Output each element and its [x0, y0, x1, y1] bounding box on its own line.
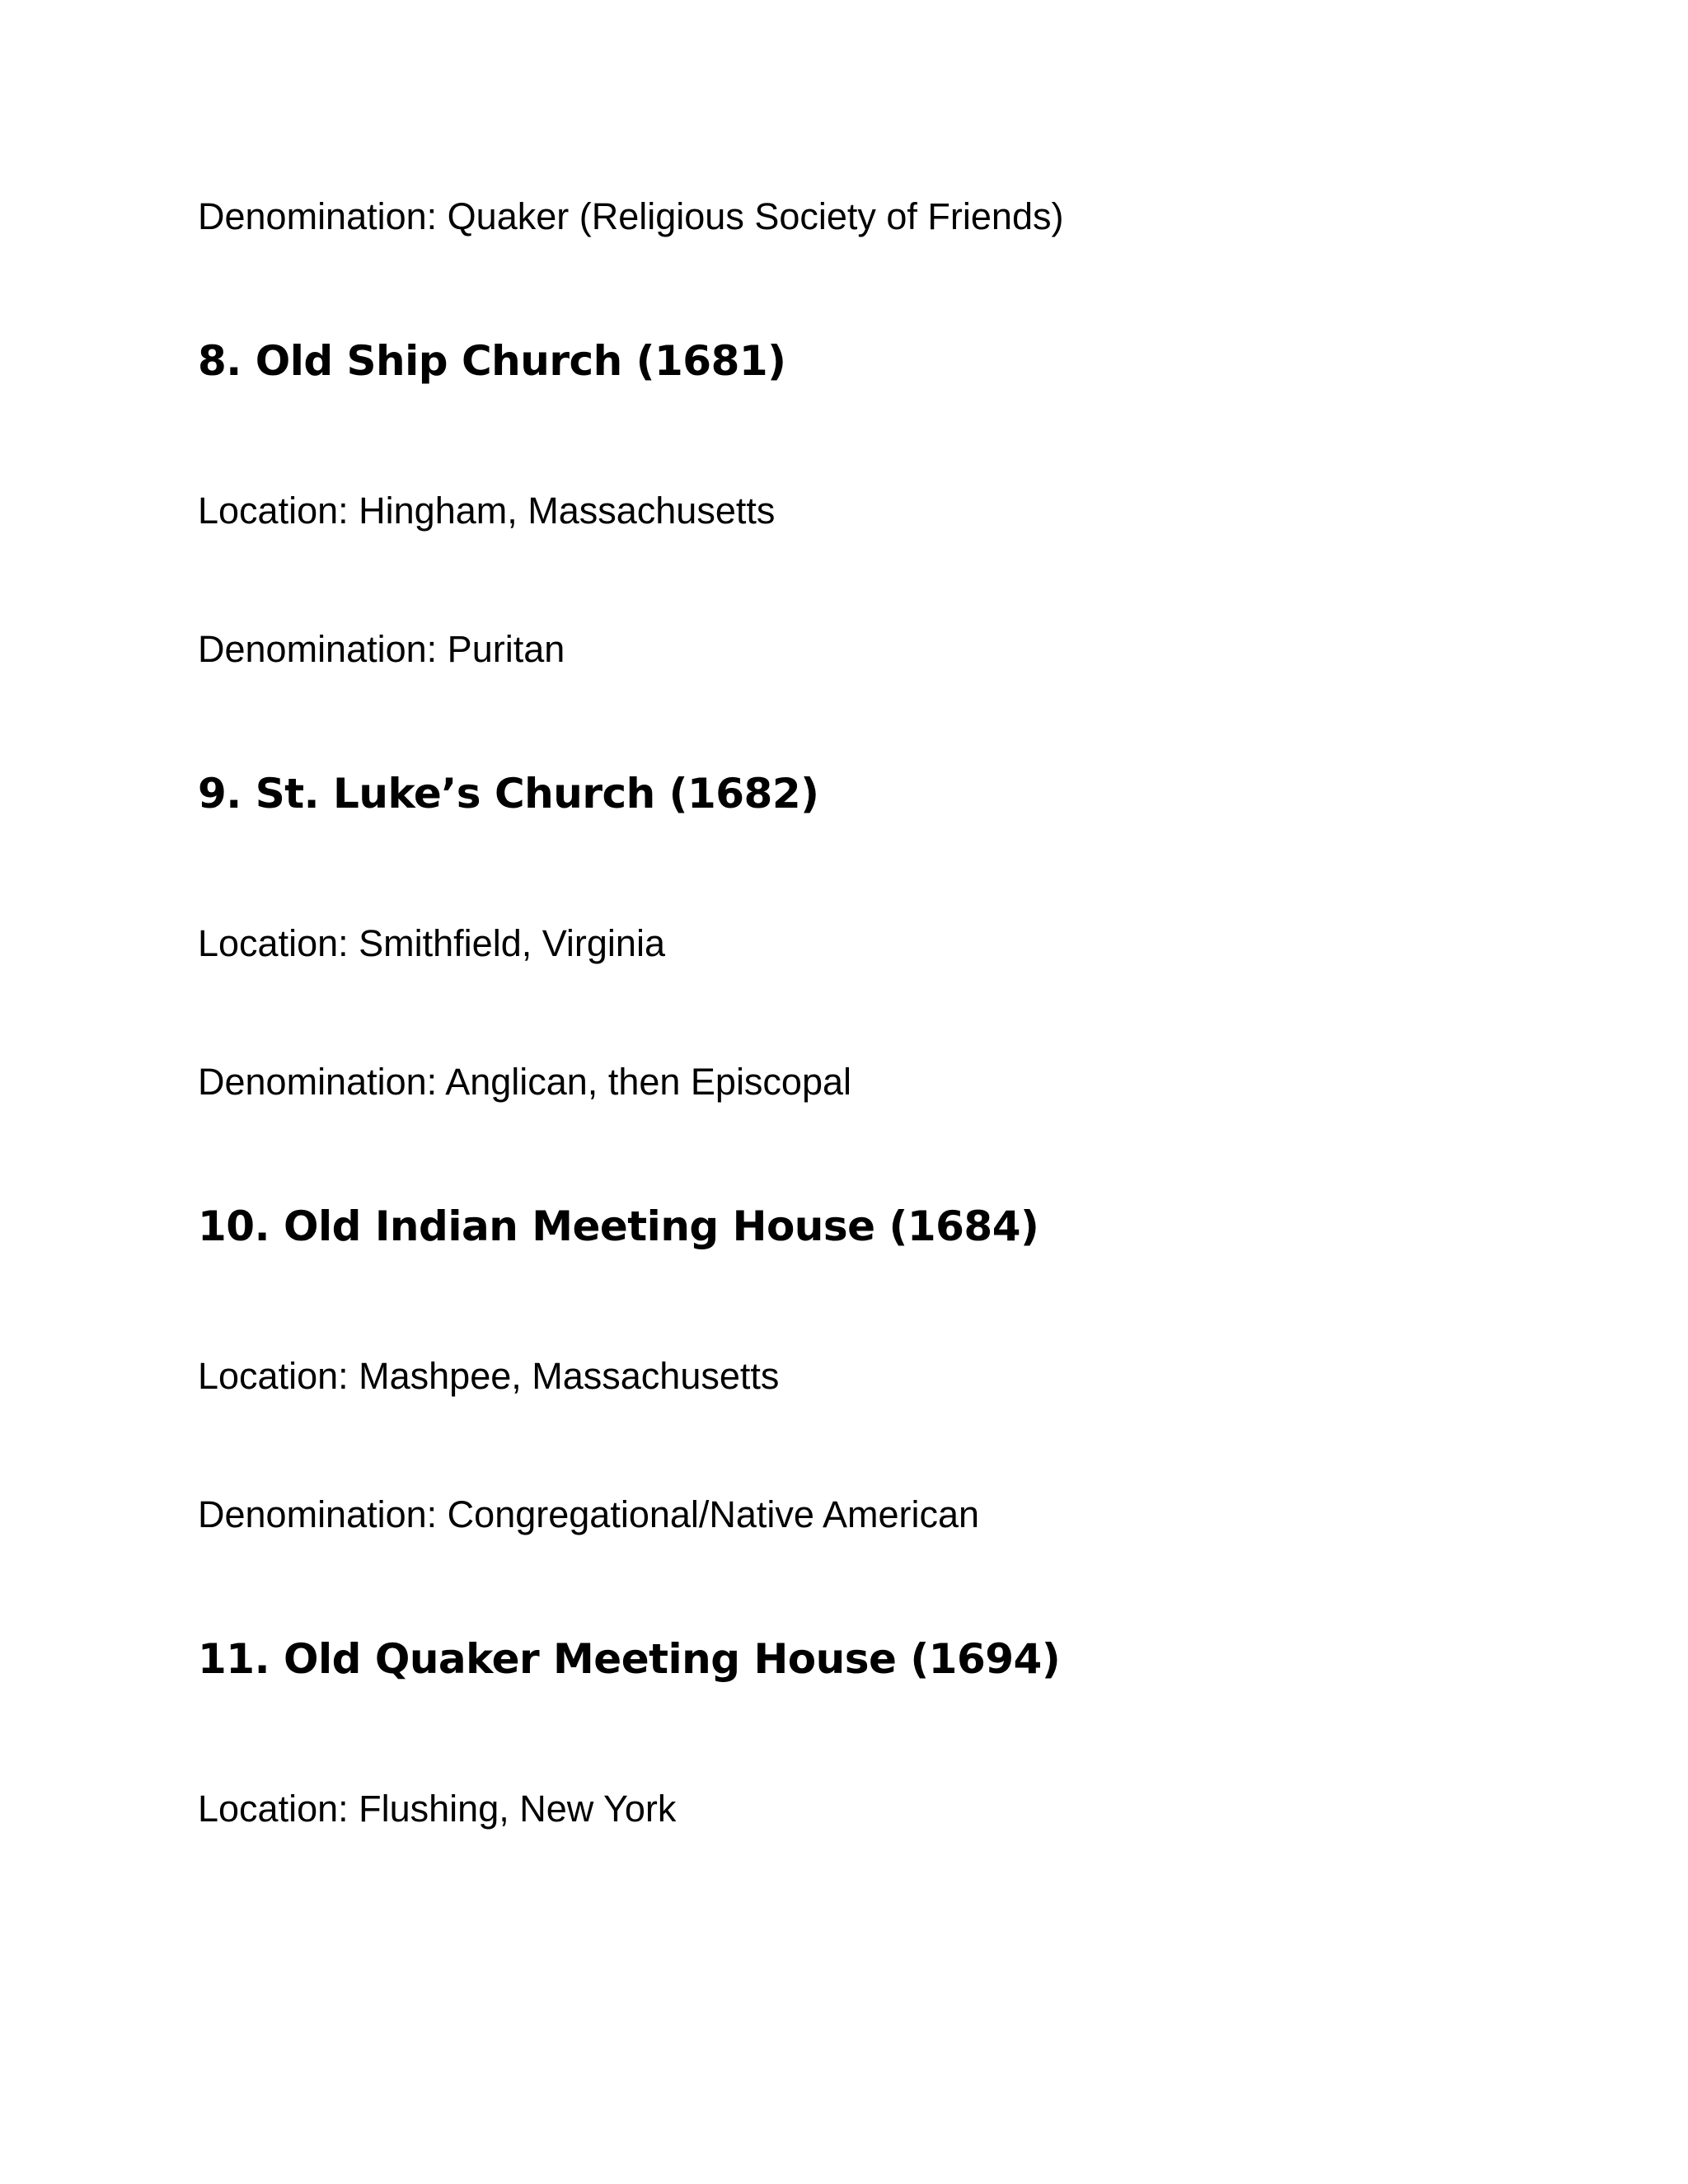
section-heading: 11. Old Quaker Meeting House (1694): [198, 1635, 1061, 1683]
location-line: Location: Hingham, Massachusetts: [198, 490, 776, 532]
section-heading: 8. Old Ship Church (1681): [198, 337, 786, 385]
location-line: Location: Smithfield, Virginia: [198, 922, 665, 964]
denomination-line: Denomination: Anglican, then Episcopal: [198, 1061, 852, 1103]
denomination-line: Denomination: Quaker (Religious Society of Friends): [198, 195, 1064, 237]
section-heading: 10. Old Indian Meeting House (1684): [198, 1202, 1039, 1250]
denomination-line: Denomination: Congregational/Native American: [198, 1493, 980, 1535]
denomination-line: Denomination: Puritan: [198, 628, 565, 670]
location-line: Location: Flushing, New York: [198, 1788, 677, 1830]
section-heading: 9. St. Luke’s Church (1682): [198, 770, 819, 818]
location-line: Location: Mashpee, Massachusetts: [198, 1355, 780, 1397]
